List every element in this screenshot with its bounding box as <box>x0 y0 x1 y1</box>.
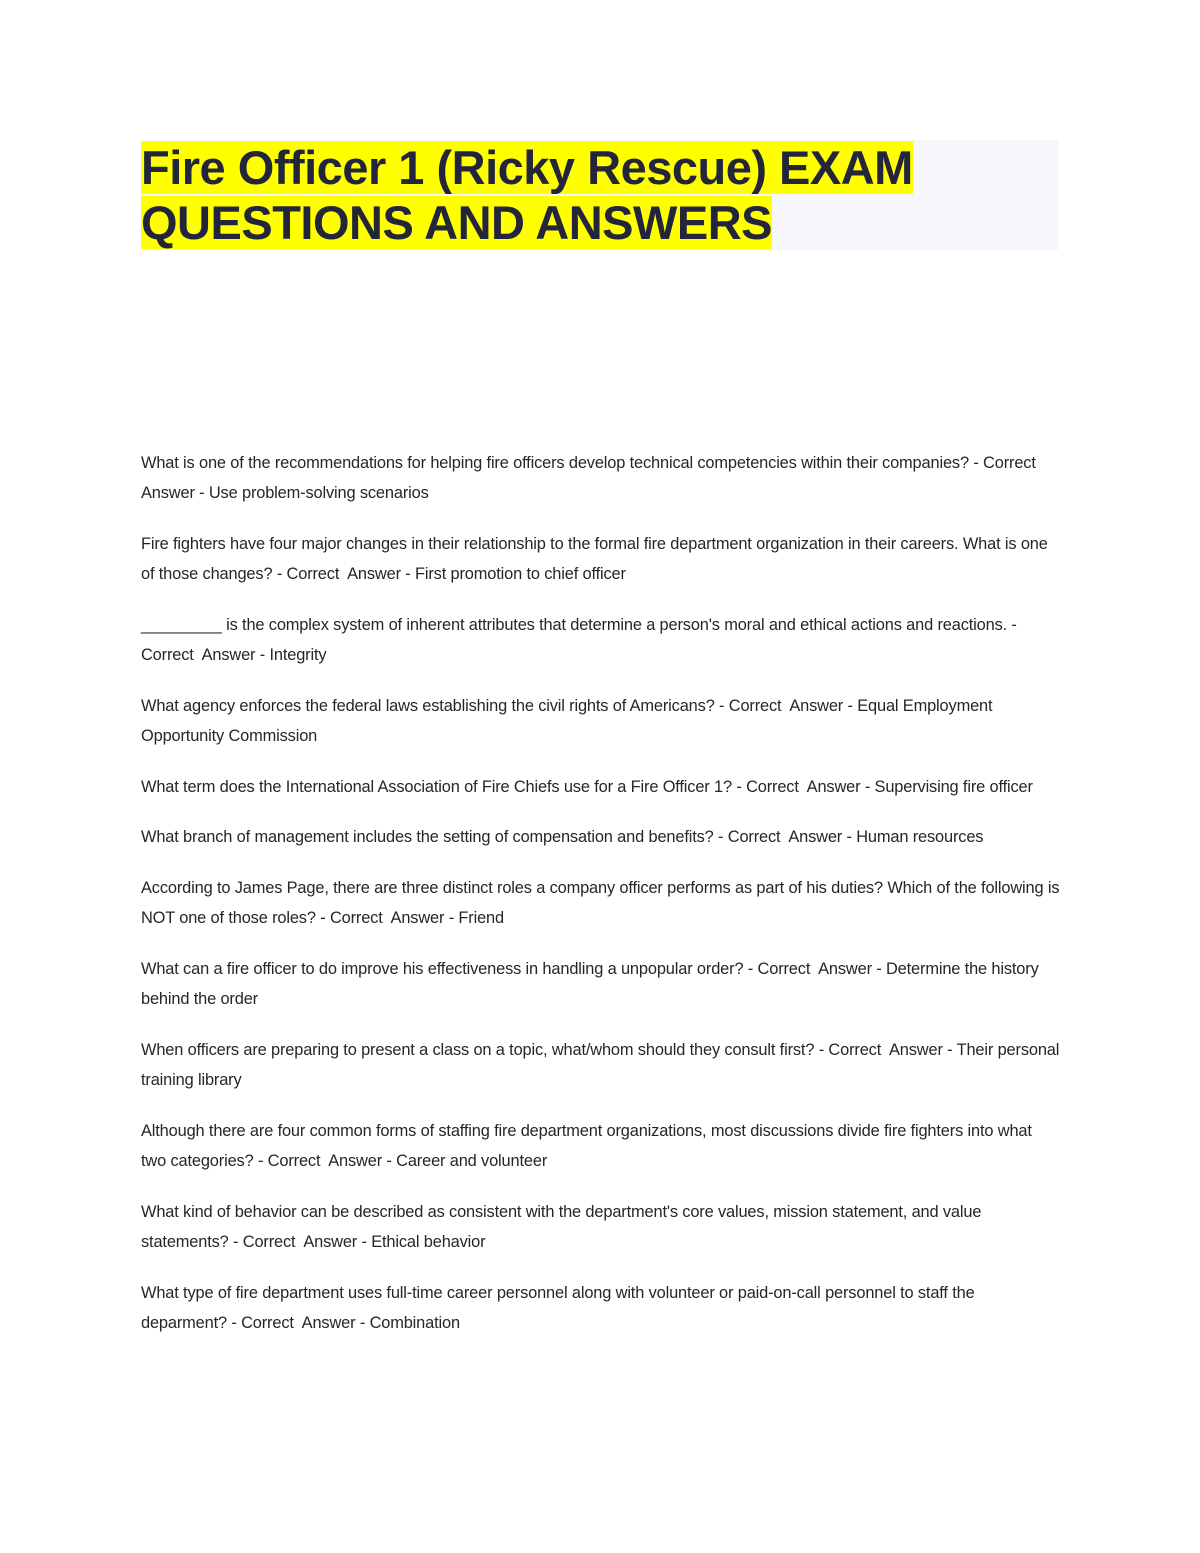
answer-separator: - Correct Answer - <box>743 959 886 978</box>
answer-separator: - Correct Answer - <box>713 828 857 847</box>
document-title: Fire Officer 1 (Ricky Rescue) EXAM QUESTIONS AND ANSWERS <box>141 141 913 249</box>
answer-separator: - Correct Answer - <box>141 615 1022 665</box>
answer-separator: - Correct Answer - <box>814 1040 957 1059</box>
question-text: What branch of management includes the setting of compensation and benefits? <box>141 828 714 847</box>
question-text: _________ is the complex system of inherent attributes that determine a person's moral and ethical actions and reactions. <box>141 615 1008 634</box>
answer-text: Career and volunteer <box>396 1151 548 1170</box>
answer-text: Equal Employment Opportunity Commission <box>141 696 993 745</box>
qa-item <box>141 1197 1061 1257</box>
question-text: What term does the International Association of Fire Chiefs use for a Fire Officer 1? <box>141 777 732 796</box>
qa-item <box>141 610 1061 670</box>
answer-text: Combination <box>369 1313 460 1332</box>
answer-separator: - Correct Answer - <box>226 1313 370 1332</box>
answer-separator: - Correct Answer - <box>253 1151 397 1170</box>
question-text: What type of fire department uses full-time career personnel along with volunteer or paid-on-call personnel to staff the deparment? <box>141 1283 975 1332</box>
answer-text: Integrity <box>269 646 327 665</box>
answer-text: Their personal training library <box>141 1040 1060 1090</box>
qa-item <box>141 954 1061 1014</box>
qa-item <box>141 873 1061 933</box>
qa-item <box>141 448 1061 508</box>
answer-text: First promotion to chief officer <box>415 565 626 584</box>
answer-text: Human resources <box>856 828 984 847</box>
answer-separator: - Correct Answer - <box>141 454 1044 503</box>
question-text: Fire fighters have four major changes in their relationship to the formal fire department organization in their careers. What is one of those changes? <box>141 534 1048 584</box>
question-text: Although there are four common forms of staffing fire department organizations, most discussions divide fire fighters into what two categories? <box>141 1121 1032 1170</box>
question-text: What is one of the recommendations for helping fire officers develop technical competencies within their companies? <box>141 454 969 472</box>
answer-text: Friend <box>458 909 504 928</box>
title-block <box>141 140 1058 250</box>
qa-item <box>141 1278 1061 1338</box>
answer-separator: - Correct Answer - <box>714 696 858 715</box>
qa-item <box>141 822 1061 852</box>
question-text: What can a fire officer to do improve his effectiveness in handling a unpopular order? <box>141 959 744 978</box>
qa-item <box>141 1116 1061 1176</box>
answer-separator: - Correct Answer - <box>228 1232 372 1251</box>
qa-item <box>141 529 1061 589</box>
qa-list <box>141 448 1061 1358</box>
answer-separator: - Correct Answer - <box>315 909 459 928</box>
qa-item <box>141 772 1061 802</box>
question-text: What agency enforces the federal laws establishing the civil rights of Americans? <box>141 696 715 715</box>
question-text: What kind of behavior can be described as consistent with the department's core values, mission statement, and value statements? <box>141 1202 982 1251</box>
answer-text: Supervising fire officer <box>874 777 1033 796</box>
question-text: According to James Page, there are three distinct roles a company officer performs as part of his duties? Which of the following is NOT one of those roles? <box>141 879 1060 928</box>
answer-text: Use problem-solving scenarios <box>208 484 429 503</box>
answer-separator: - Correct Answer - <box>272 565 415 584</box>
qa-item <box>141 1035 1061 1095</box>
qa-item <box>141 691 1061 751</box>
question-text: When officers are preparing to present a class on a topic, what/whom should they consult first? <box>141 1040 815 1059</box>
answer-text: Ethical behavior <box>371 1232 486 1251</box>
answer-text: Determine the history behind the order <box>141 959 1039 1009</box>
answer-separator: - Correct Answer - <box>731 777 875 796</box>
